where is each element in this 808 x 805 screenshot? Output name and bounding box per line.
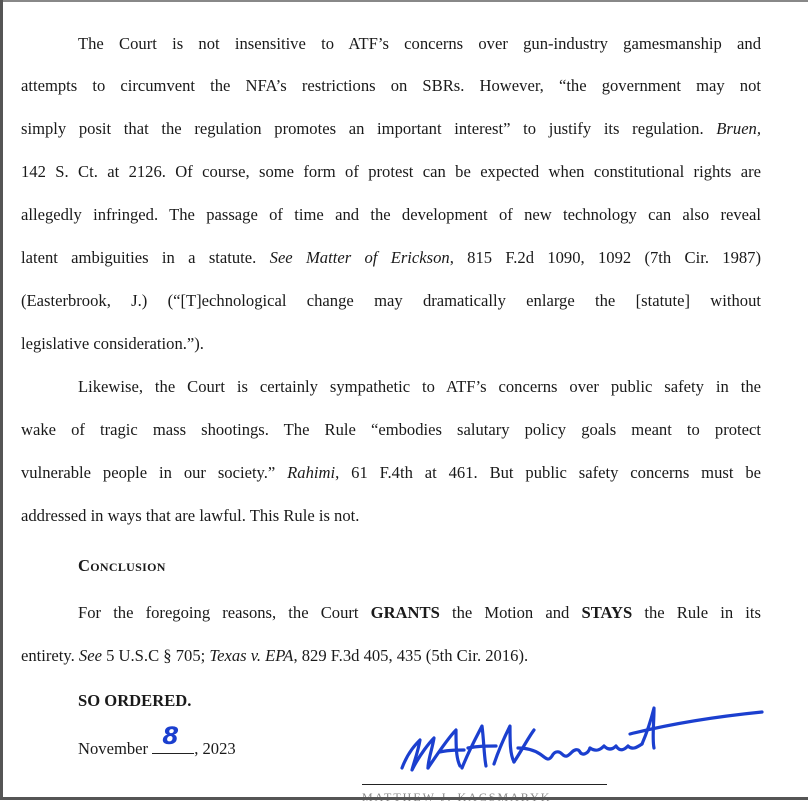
para1-line3: simply posit that the regulation promotes an important interest” to justify its regulation. Bruen, [21,119,761,138]
date-year: , 2023 [194,739,236,758]
order-date [78,722,236,759]
date-month: November [78,739,149,758]
citation-bruen: Bruen, [716,119,761,138]
citation-rahimi: Rahimi [287,463,336,482]
date-day-handwritten: 8 [162,722,179,750]
citation-texas: Texas v. EPA [209,646,294,665]
para2-line4: addressed in ways that are lawful. This Rule is not. [21,506,360,525]
signature-line [362,784,607,785]
para1-line7: (Easterbrook, J.) (“[T]echnological change may dramatically enlarge the [statute] without [21,291,761,310]
grants-word: GRANTS [370,603,440,622]
para2-line2: wake of tragic mass shootings. The Rule “embodies salutary policy goals meant to protect [21,420,761,439]
page-top-edge [0,0,808,2]
para3-line2: entirety. See 5 U.S.C § 705; Texas v. EPA, 829 F.3d 405, 435 (5th Cir. 2016). [21,646,529,665]
para2-line3: vulnerable people in our society.” Rahimi, 61 F.4th at 461. But public safety concerns must be [21,463,761,482]
page-left-edge [0,0,3,800]
para1-line1: The Court is not insensitive to ATF’s concerns over gun-industry gamesmanship and [78,34,761,53]
para2-line1: Likewise, the Court is certainly sympathetic to ATF’s concerns over public safety in the [78,377,761,396]
para1-line6: latent ambiguities in a statute. See Matter of Erickson, 815 F.2d 1090, 1092 (7th Cir. 1987) [21,248,762,267]
citation-erickson: See Matter of Erickson [269,248,450,267]
so-ordered: SO ORDERED. [78,691,192,710]
date-day-blank [152,722,194,754]
stays-word: STAYS [581,603,633,622]
para1-line2: attempts to circumvent the NFA’s restrictions on SBRs. However, “the government may not [21,76,761,95]
para1-line4: 142 S. Ct. at 2126. Of course, some form of protest can be expected when constitutional rights are [21,162,761,181]
para3-line1: For the foregoing reasons, the Court GRANTS the Motion and STAYS the Rule in its [78,603,761,622]
para1-line5: allegedly infringed. The passage of time and the development of new technology can also reveal [21,205,761,224]
para1-line8: legislative consideration.”). [21,334,204,353]
conclusion-heading: Conclusion [78,556,166,575]
judge-signature [352,690,792,798]
